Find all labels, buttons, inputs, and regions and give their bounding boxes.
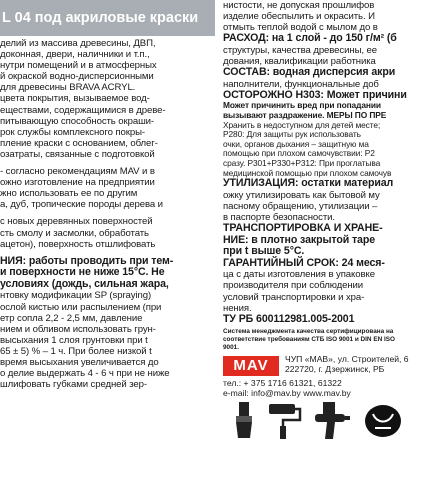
text-line: ТРАНСПОРТИРОВКА И ХРАНЕ- — [223, 221, 383, 234]
text-line: озатраты, связанные с подготовкой — [0, 148, 155, 160]
text-line: ожно изготовление на предприятии — [0, 177, 155, 189]
text-line: НИЕ: в плотно закрытой таре — [223, 233, 376, 246]
text-line: ца с даты изготовления в упаковке — [223, 269, 375, 281]
text-line: помощью при плохом самочувствии: Р2 — [223, 148, 375, 159]
cert-line: 9001. — [223, 343, 239, 351]
text-line: нистости, не допуская прошлифов — [223, 0, 375, 11]
text-line: о делие выдержать 4 - 6 ч при не ниже — [0, 368, 170, 380]
roller-icon — [267, 402, 303, 440]
spray-gun-icon — [313, 402, 351, 440]
text-line: медицинской помощью при плохом самочув — [223, 167, 392, 178]
text-line: нием и обливом использовать грун- — [0, 323, 156, 335]
text-line: нтовку модификации SP (spraying) — [0, 290, 152, 302]
text-line: пасному обращению, утилизации – — [223, 200, 378, 212]
text-line: шлифовать губками средней зер- — [0, 379, 147, 391]
text-line: ГАРАНТИЙНЫЙ СРОК: 24 меся- — [223, 256, 385, 269]
text-line: при t выше 5°С. — [223, 245, 305, 258]
cert-line: соответствие требованиям СТБ ISO 9001 и DIN EN ISO — [223, 335, 395, 343]
manufacturer-address — [285, 354, 409, 374]
text-line: время высыхания увеличивается до — [0, 357, 159, 369]
text-line: делий из массива древесины, ДВП, — [0, 38, 156, 49]
text-line: структуры, качества древесины, ее — [223, 44, 377, 56]
manufacturer-row — [223, 354, 438, 378]
text-line: СОСТАВ: водная дисперсия акри — [223, 66, 396, 79]
certification-note — [223, 328, 438, 351]
left-text-column — [0, 38, 216, 503]
product-title-banner — [0, 0, 215, 36]
address-line: 222720, г. Дзержинск, РБ — [285, 364, 385, 375]
text-line: УТИЛИЗАЦИЯ: остатки материал — [223, 177, 394, 190]
text-line: етр сопла 2,2 - 2,5 мм, давление — [0, 312, 143, 324]
text-line: производителя при соблюдении — [223, 280, 364, 292]
text-line: й окраской водно-дисперсионными — [0, 71, 154, 83]
text-line: ОСТОРОЖНО Н303: Может причини — [223, 88, 407, 101]
text-line: P280: Для защиты рук использовать — [223, 129, 361, 140]
application-icons — [223, 402, 438, 442]
text-line: ТУ РБ 600112981.005-2001 — [223, 312, 355, 325]
text-line: нения. — [223, 302, 252, 314]
contact-line: e-mail: info@mav.by www.mav.by — [223, 388, 351, 399]
text-line: нутри помещений и в атмосферных — [0, 60, 157, 72]
address-line: ЧУП «МАВ», ул. Строителей, 6 — [285, 354, 409, 365]
text-line: Может причинить вред при попадании — [223, 100, 381, 111]
text-line: для древесины BRAVA ACRYL. — [0, 82, 136, 94]
text-line: ожку утилизировать как бытовой му — [223, 189, 380, 201]
text-line: очки, органов дыхания – защитную ма — [223, 138, 369, 149]
text-line: условиях (дождь, сильная жара, — [0, 277, 169, 290]
cert-line: Система менеджмента качества сертифицирована на — [223, 328, 394, 336]
text-line: а, дуб, тропические породы дерева и — [0, 199, 163, 211]
text-line: в паспорте безопасности. — [223, 211, 335, 223]
brush-icon — [233, 402, 255, 440]
mav-logo: MAV — [223, 356, 279, 376]
text-line: НИЯ: работы проводить при тем- — [0, 254, 174, 267]
text-line: цвета покрытия, вызываемое вод- — [0, 93, 150, 105]
product-title: L 04 под акриловые краски — [2, 10, 199, 26]
text-line: изделие обеспылить и окрасить. И — [223, 11, 375, 23]
text-line: доконная, двери, наличники и т.п., — [0, 49, 150, 61]
text-line: рок службы комплексного покры- — [0, 126, 145, 138]
right-text-column — [223, 0, 438, 503]
text-line: жно использовать ее по другим — [0, 188, 138, 200]
text-line: с новых деревянных поверхностей — [0, 216, 153, 228]
text-line: ацетон), поверхность отшлифовать — [0, 238, 156, 250]
text-line: высыхания 1 слоя грунтовки при t — [0, 334, 148, 346]
text-line: и поверхности не ниже 15°С. Не — [0, 266, 165, 279]
text-line: наполнители, функциональные доб — [223, 78, 379, 90]
hazard-icon — [363, 402, 403, 440]
text-line: еществами, содержащимися в древе- — [0, 104, 166, 116]
text-line: сразу. Р301+Р330+Р312: При проглатыва — [223, 157, 381, 168]
text-line: 65 ± 5) % – 1 ч. При более низкой t — [0, 345, 152, 357]
text-line: - согласно рекомендациям MAV и в — [0, 166, 155, 178]
text-line: ослой кистью или распылением (при — [0, 301, 162, 313]
text-line: сть смолу и засмолки, обработать — [0, 227, 149, 239]
text-line: РАСХОД: на 1 слой - до 150 г/м² (б — [223, 32, 397, 45]
text-line: дования, квалификации работника — [223, 55, 376, 67]
text-line: условий транспортировки и хра- — [223, 291, 365, 303]
text-line: питывающую способность окраши- — [0, 115, 155, 127]
contact-line: тел.: + 375 1716 61321, 61322 — [223, 378, 342, 389]
text-line: вызывают раздражение. МЕРЫ ПО ПРЕ — [223, 109, 387, 120]
text-line: отмыть теплой водой с мылом до в — [223, 22, 378, 34]
text-line: Хранить в недоступном для детей месте; — [223, 119, 381, 130]
text-line: пление краски с основанием, облег- — [0, 137, 158, 149]
